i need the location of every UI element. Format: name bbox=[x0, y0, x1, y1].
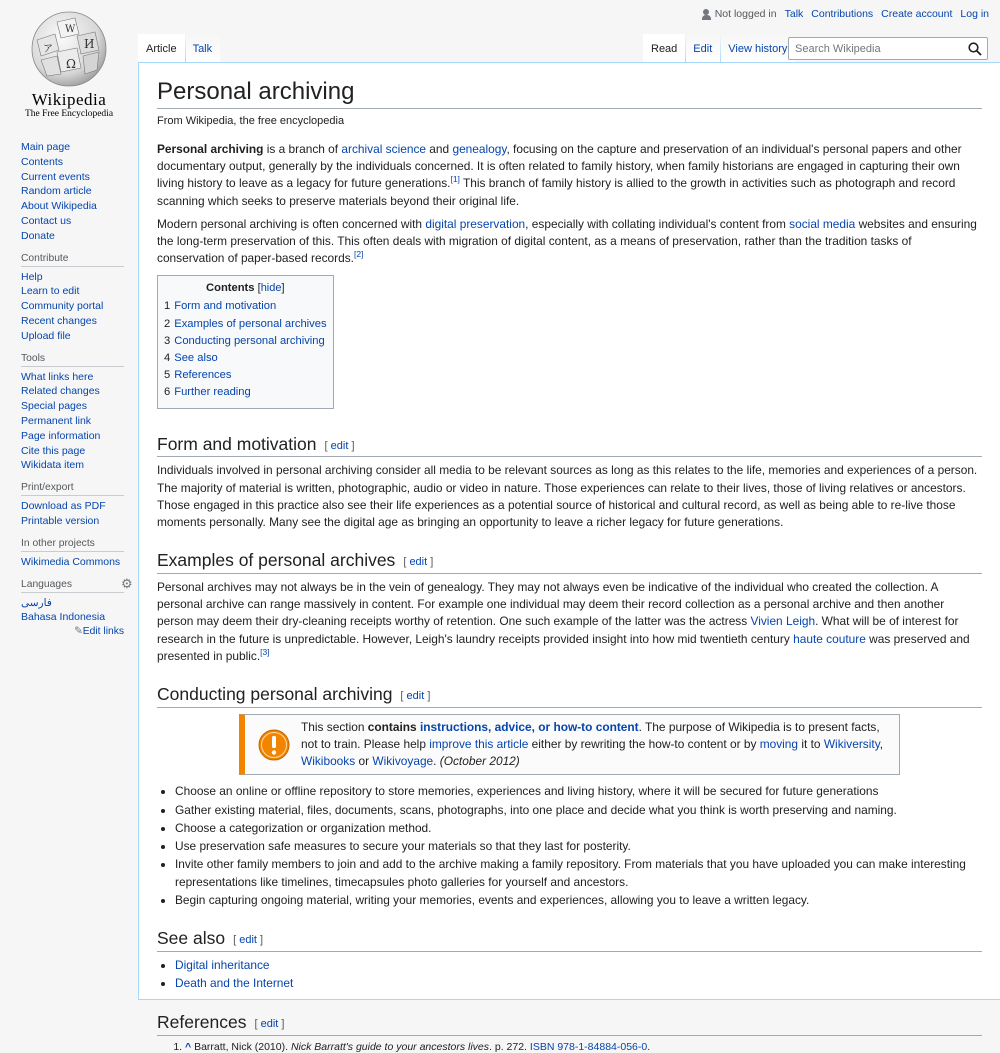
toc-number: 4 bbox=[164, 352, 171, 365]
toc-number: 3 bbox=[164, 334, 171, 347]
reference-title: Nick Barratt's guide to your ancestors lives bbox=[290, 1040, 490, 1053]
text: or bbox=[355, 754, 373, 769]
form-paragraph: Individuals involved in personal archiving consider all media to be relevant sources as long as this relates to the life, memories and experiences of a person. The majority of material is written, photographic, audio or video in nature. Those experiences can relate to their lives, those of living relatives or ancestors. Those engaged in this practice also see their life experiences as a potential source of historical and cultural record, as well as being able to re-live those moments personally. Many see the digital age as bringing an opportunity to leave a richer legacy for future generations. bbox=[157, 463, 978, 529]
section-title: Form and motivation bbox=[157, 433, 317, 454]
text: was preserved and presented in public. bbox=[157, 631, 970, 663]
text: This branch of family history is allied to the growth in activities such as photograph and record scanning which seeks to preserve materials beyond their original life. bbox=[157, 176, 956, 208]
edit-links-label: Edit links bbox=[82, 626, 124, 638]
toc-item[interactable] bbox=[164, 384, 327, 401]
ambox-text bbox=[301, 719, 891, 771]
sidebar-heading-other-projects: In other projects bbox=[21, 538, 124, 552]
toc-item[interactable] bbox=[164, 316, 327, 333]
svg-text:И: И bbox=[84, 37, 95, 51]
text: is a branch of bbox=[263, 142, 342, 156]
sidebar-item-wikimedia-commons[interactable]: Wikimedia Commons bbox=[21, 555, 121, 568]
edit-section-examples[interactable]: [ edit ] bbox=[403, 556, 434, 569]
sidebar-item-random-article[interactable]: Random article bbox=[21, 185, 92, 198]
search-box bbox=[788, 37, 988, 60]
sidebar-item-page-information[interactable]: Page information bbox=[21, 429, 101, 442]
wikivoyage-link[interactable]: Wikivoyage bbox=[372, 754, 434, 769]
section-heading-references bbox=[157, 1011, 982, 1036]
text: , focusing on the capture and preservation of an individual's personal papers and other documentary output, generally by the individuals concerned. It is often related to family history, when family historians are engaged in capturing their own living history to leave as a legacy for future generations. bbox=[157, 142, 962, 191]
article-subject: Personal archiving bbox=[157, 142, 264, 156]
tab-article[interactable]: Article bbox=[138, 34, 185, 63]
list-item: • Gather existing material, files, documents, scans, photographs, into one place and decide what you think is worth preserving and naming. bbox=[175, 802, 982, 820]
sidebar-item-wikidata-item[interactable]: Wikidata item bbox=[21, 459, 85, 472]
pencil-icon: ✎ bbox=[74, 626, 83, 638]
section-heading-form bbox=[157, 433, 982, 458]
sidebar-item-main-page[interactable]: Main page bbox=[21, 141, 71, 153]
not-logged-in-label: Not logged in bbox=[714, 8, 777, 20]
sidebar-item-current-events[interactable]: Current events bbox=[21, 170, 90, 183]
sidebar-item-cite-this-page[interactable]: Cite this page bbox=[21, 444, 86, 457]
search-icon[interactable] bbox=[968, 42, 982, 56]
section-heading-conducting bbox=[157, 683, 982, 708]
toc-number: 2 bbox=[164, 317, 171, 330]
text: contains bbox=[367, 719, 417, 734]
edit-section-references[interactable]: [ edit ] bbox=[254, 1017, 285, 1030]
reference-2-link[interactable]: [2] bbox=[353, 249, 364, 260]
tab-edit[interactable]: Edit bbox=[685, 34, 720, 63]
talk-link[interactable]: Talk bbox=[784, 8, 804, 20]
list-item: • Choose a categorization or organization method. bbox=[175, 820, 982, 838]
vivien-leigh-link[interactable]: Vivien Leigh bbox=[750, 614, 816, 629]
toc-link[interactable]: References bbox=[174, 369, 232, 382]
sidebar-item-learn-to-edit[interactable]: Learn to edit bbox=[21, 285, 80, 298]
haute-couture-link[interactable]: haute couture bbox=[793, 631, 866, 646]
edit-interlanguage-links[interactable] bbox=[0, 625, 124, 637]
sidebar-navigation bbox=[21, 140, 124, 244]
digital-inheritance-link[interactable]: Digital inheritance bbox=[175, 958, 270, 973]
sidebar-item-contents[interactable]: Contents bbox=[21, 155, 64, 168]
list-item: • Use preservation safe measures to secure your materials so that they last for posterity. bbox=[175, 838, 982, 856]
toc-hide-toggle[interactable]: [hide] bbox=[257, 282, 285, 295]
reference-1-link[interactable]: [1] bbox=[450, 174, 460, 185]
toc-link[interactable]: Examples of personal archives bbox=[174, 317, 327, 330]
anon-user-indicator bbox=[702, 8, 777, 20]
wikiversity-link[interactable]: Wikiversity bbox=[823, 736, 880, 751]
sidebar-heading-tools: Tools bbox=[21, 353, 124, 367]
list-item bbox=[175, 957, 982, 975]
digital-preservation-link[interactable]: digital preservation bbox=[425, 216, 526, 231]
sidebar-item-related-changes[interactable]: Related changes bbox=[21, 385, 100, 398]
sidebar-item-language-persian[interactable]: فارسی bbox=[21, 596, 52, 609]
howto-content-link[interactable]: instructions, advice, or how-to content bbox=[419, 719, 639, 734]
references-list bbox=[157, 1041, 982, 1053]
sidebar-item-contact[interactable]: Contact us bbox=[21, 214, 72, 227]
sidebar-item-donate[interactable]: Donate bbox=[21, 229, 55, 242]
death-and-internet-link[interactable]: Death and the Internet bbox=[175, 976, 294, 991]
section-heading-examples bbox=[157, 549, 982, 574]
sidebar-other-projects bbox=[21, 538, 124, 570]
sidebar-heading-print: Print/export bbox=[21, 482, 124, 496]
toc-item[interactable] bbox=[164, 367, 327, 384]
logo-tagline: The Free Encyclopedia bbox=[24, 109, 114, 119]
sidebar-heading-contribute: Contribute bbox=[21, 253, 124, 267]
section-heading-see-also bbox=[157, 927, 982, 952]
edit-section-see-also[interactable]: [ edit ] bbox=[233, 934, 264, 947]
intro-paragraph-1 bbox=[157, 141, 982, 210]
view-tabs bbox=[643, 34, 795, 63]
social-media-link[interactable]: social media bbox=[789, 216, 856, 231]
list-item: • Invite other family members to join and add to the archive making a family repository. From materials that you have uploaded you can make interesting representations like timelines, timecapsules photo galleries for yourself and ancestors. bbox=[175, 856, 982, 891]
examples-paragraph bbox=[157, 579, 982, 665]
sidebar-item-community-portal[interactable]: Community portal bbox=[21, 300, 104, 313]
tab-read[interactable]: Read bbox=[643, 34, 685, 63]
howto-notice-box bbox=[239, 714, 900, 776]
text: websites and ensuring the long-term preservation of this. This often deals with migration of digital content, as a means of preservation, rather than the tradition tasks of conservation of paper-based records. bbox=[157, 216, 977, 266]
user-icon bbox=[702, 9, 711, 20]
intro-paragraph-2 bbox=[157, 216, 982, 268]
edit-section-conducting[interactable]: [ edit ] bbox=[400, 689, 431, 702]
namespace-tabs bbox=[138, 34, 220, 63]
table-of-contents bbox=[157, 275, 334, 408]
create-account-link[interactable]: Create account bbox=[881, 8, 953, 20]
text: it to bbox=[798, 736, 824, 751]
text: This section bbox=[301, 719, 368, 734]
sidebar bbox=[0, 140, 138, 637]
sidebar-item-about[interactable]: About Wikipedia bbox=[21, 200, 97, 213]
sidebar-tools bbox=[21, 353, 124, 474]
search-input[interactable] bbox=[789, 38, 959, 59]
sidebar-item-special-pages[interactable]: Special pages bbox=[21, 400, 87, 413]
wikipedia-globe-icon bbox=[27, 10, 111, 88]
svg-text:Ω: Ω bbox=[66, 57, 76, 71]
notice-date: (October 2012) bbox=[439, 754, 520, 769]
backlink-caret[interactable]: ^ bbox=[185, 1040, 192, 1053]
toc-hide-link[interactable]: hide bbox=[260, 282, 282, 295]
conducting-steps-list bbox=[157, 783, 982, 909]
toc-item[interactable] bbox=[164, 350, 327, 367]
archival-science-link[interactable]: archival science bbox=[341, 142, 426, 156]
sidebar-item-what-links-here[interactable]: What links here bbox=[21, 370, 94, 383]
text: . bbox=[433, 754, 440, 769]
text: either by rewriting the how-to content or by bbox=[528, 736, 760, 751]
contributions-link[interactable]: Contributions bbox=[811, 8, 874, 20]
reference-3-link[interactable]: [3] bbox=[260, 646, 270, 657]
sidebar-item-language-indonesian[interactable]: Bahasa Indonesia bbox=[21, 611, 106, 624]
text: Personal archives may not always be in the vein of genealogy. They may not always even be indicative of the individual who created the collection. A personal archive can range massively in content. For example one individual may deem their record collection as a personal archive and then another person may deem their dry-cleaning receipts worthy of retention. One such example of the latter was the actress bbox=[157, 579, 945, 629]
section-title: Examples of personal archives bbox=[157, 550, 396, 571]
sidebar-item-printable-version[interactable]: Printable version bbox=[21, 514, 100, 527]
sidebar-item-download-pdf[interactable]: Download as PDF bbox=[21, 500, 106, 513]
sidebar-heading-languages bbox=[21, 575, 133, 593]
edit-link[interactable]: edit bbox=[260, 1017, 279, 1030]
sidebar-languages bbox=[21, 575, 133, 626]
list-item bbox=[175, 975, 982, 993]
edit-link[interactable]: edit bbox=[239, 934, 257, 947]
sidebar-contribute bbox=[21, 253, 124, 344]
toc-link[interactable]: See also bbox=[174, 352, 218, 365]
text: . bbox=[647, 1040, 651, 1053]
gear-icon[interactable]: ⚙ bbox=[121, 575, 133, 591]
text: . p. 272. bbox=[489, 1040, 530, 1053]
logo-wordmark: Wikipedia bbox=[31, 90, 107, 109]
see-also-list bbox=[157, 957, 982, 993]
personal-tools bbox=[702, 8, 989, 20]
moving-link[interactable]: moving bbox=[759, 736, 799, 751]
tab-talk[interactable]: Talk bbox=[185, 34, 221, 63]
edit-section-form[interactable]: [ edit ] bbox=[324, 439, 355, 452]
warning-icon bbox=[258, 729, 290, 761]
text: . What will be of interest for research in the future is unpredictable. However, Leigh's laundry receipts provided insight into how mid twentieth century bbox=[157, 614, 959, 646]
toc-item[interactable] bbox=[164, 298, 327, 315]
text: , especially with collating individual's content from bbox=[525, 216, 790, 231]
toc-link[interactable]: Form and motivation bbox=[174, 300, 277, 313]
svg-text:W: W bbox=[65, 24, 76, 35]
toc-title bbox=[164, 282, 327, 294]
improve-article-link[interactable]: improve this article bbox=[429, 736, 529, 751]
edit-link[interactable]: edit bbox=[406, 689, 425, 702]
sidebar-item-help[interactable]: Help bbox=[21, 270, 43, 283]
toc-number: 5 bbox=[164, 369, 171, 382]
sidebar-item-upload-file[interactable]: Upload file bbox=[21, 329, 71, 342]
genealogy-link[interactable]: genealogy bbox=[452, 142, 507, 156]
sidebar-print-export bbox=[21, 482, 124, 529]
text: and bbox=[426, 142, 453, 156]
reference-item bbox=[185, 1041, 982, 1053]
wikibooks-link[interactable]: Wikibooks bbox=[301, 754, 356, 769]
toc-number: 1 bbox=[164, 300, 171, 313]
text: , bbox=[879, 736, 884, 751]
text: Modern personal archiving is often concerned with bbox=[157, 216, 426, 231]
toc-item[interactable] bbox=[164, 333, 327, 350]
isbn-link[interactable]: ISBN 978-1-84884-056-0 bbox=[529, 1040, 648, 1053]
article-content bbox=[138, 62, 1000, 1053]
ambox-icon-cell bbox=[255, 719, 301, 771]
edit-link[interactable]: edit bbox=[330, 439, 349, 452]
section-title: See also bbox=[157, 928, 226, 949]
tab-view-history[interactable]: View history bbox=[720, 34, 795, 63]
toc-link[interactable]: Conducting personal archiving bbox=[174, 334, 325, 347]
wikipedia-logo[interactable] bbox=[0, 0, 138, 130]
toc-number: 6 bbox=[164, 386, 171, 399]
list-item: • Begin capturing ongoing material, writing your memories, events and experiences, allowing you to leave a written legacy. bbox=[175, 892, 982, 910]
sidebar-item-permanent-link[interactable]: Permanent link bbox=[21, 414, 92, 427]
toc-title-label: Contents bbox=[206, 282, 255, 295]
section-title: References bbox=[157, 1011, 247, 1032]
site-subtitle: From Wikipedia, the free encyclopedia bbox=[157, 115, 345, 127]
edit-link[interactable]: edit bbox=[409, 556, 428, 569]
toc-link[interactable]: Further reading bbox=[174, 386, 251, 399]
list-item: • Choose an online or offline repository to store memories, experiences and living history, where it will be secured for future generations bbox=[175, 783, 982, 801]
section-title: Conducting personal archiving bbox=[157, 683, 393, 704]
text: Barratt, Nick (2010). bbox=[194, 1040, 291, 1053]
log-in-link[interactable]: Log in bbox=[960, 8, 989, 20]
text: . The purpose of Wikipedia is to present facts, not to train. Please help bbox=[301, 719, 880, 751]
sidebar-item-recent-changes[interactable]: Recent changes bbox=[21, 314, 97, 327]
languages-heading-label: Languages bbox=[21, 578, 72, 590]
svg-text:ア: ア bbox=[43, 44, 53, 55]
page-title: Personal archiving bbox=[157, 77, 982, 109]
